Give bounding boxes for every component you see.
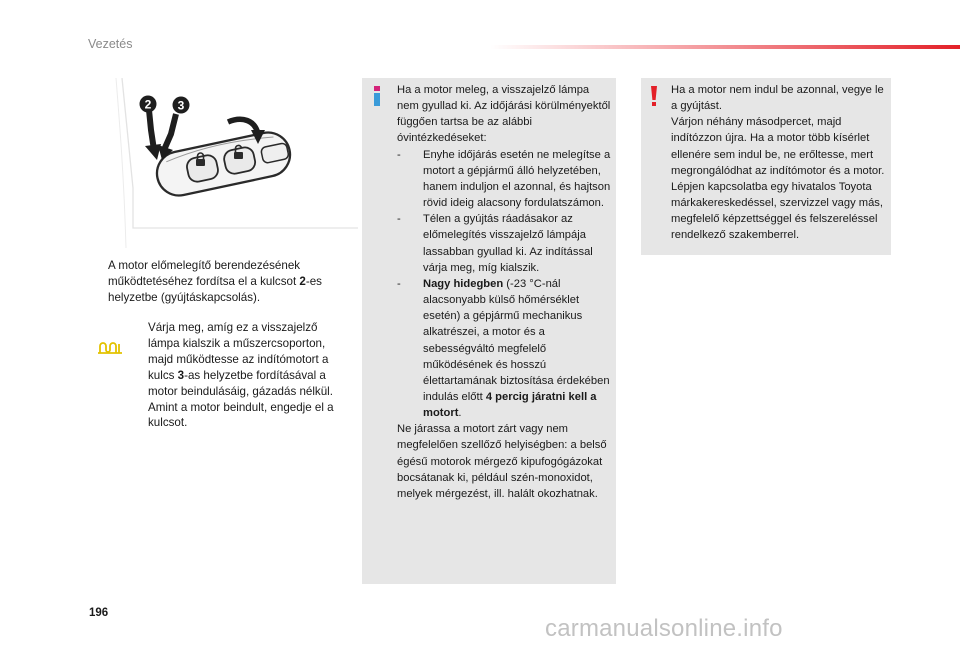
info-item-text: Enyhe időjárás esetén ne melegítse a motort a gépjármű álló helyzetében, hanem induljon el azonnal, és hajtson rövid ideig alacsony fordulatszámon. [423,148,611,210]
key-ignition-illustration [108,78,358,248]
info-item-text: Télen a gyújtás ráadásakor az előmelegítés visszajelző lámpája lassabban gyullad ki. Az indítással várja meg, míg kialszik. [423,213,593,274]
info-item-text: . [458,407,462,420]
page-number: 196 [89,607,109,619]
key-position-2: 2 [299,274,306,288]
dash-marker: - [397,148,401,161]
warning-icon [649,85,659,107]
bullet-text-part: -es helyzetbe (gyújtáskapcsolás). [108,274,322,304]
info-outro: Ne járassa a motort zárt vagy nem megfelelően szellőző helyiségben: a belső égésű motorok mérgező kipufogógázokat bocsátanak ki, például szén-monoxidot, melyek mérgezést, ill. halált okozhatnak. [397,423,607,500]
callout-2-label: 2 [144,97,152,112]
header-accent-bar [490,45,960,49]
info-panel-text [397,82,611,502]
key-position-3: 3 [177,368,185,382]
info-item-bold: Nagy hidegben [423,277,504,290]
warning-panel-text: Ha a motor nem indul be azonnal, vegye le a gyújtást. Várjon néhány másodpercet, majd indítózzon újra. Ha a motor több kísérlet ellenére sem indul be, ne erőltesse, mert megrongálódhat az indítómotor és a motor. Lépjen kapcsolatba egy hivatalos Toyota márkakereskedéssel, szervizzel vagy más, megfelelő képzettséggel és felszereléssel rendelkező szakemberrel. [671,84,885,242]
info-icon [371,85,383,107]
watermark: carmanualsonline.info [545,615,783,642]
bullet-text-part: A motor előmelegítő berendezésének működtetéséhez fordítsa el a kulcsot [108,259,301,288]
info-item-1 [397,147,611,212]
info-item-2 [397,211,611,276]
info-intro: Ha a motor meleg, a visszajelző lámpa nem gyullad ki. Az időjárási körülményektől függően tartsa be az alábbi óvintézkedéseket: [397,84,611,145]
callout-3-label: 3 [177,98,185,113]
bullet-text-part: Várja meg, amíg ez a visszajelző lámpa kialszik a műszercsoporton, majd működtesse az indítómotort a kulcs [148,321,329,382]
info-item-3 [397,276,611,421]
dash-marker: - [397,277,401,290]
instruction-bullet-1 [89,258,349,306]
preheat-glow-plug-icon [96,338,124,356]
info-item-text: (-23 °C-nál alacsonyabb külső hőmérséklet esetén) a gépjármű mechanikus alkatrészei, a motor és a sebességváltó megfelelő működésének és hosszú élettartamának biztosítása érdekében indulás előtt [423,277,610,403]
section-title: Vezetés [88,37,133,51]
dash-marker: - [397,213,401,226]
instruction-bullet-2 [129,320,351,431]
bullet-text-part: -as helyzetbe fordításával a motor beindulásáig, gázadás nélkül. Amint a motor beindult, engedje el a kulcsot. [148,368,334,430]
info-item-bold: 4 percig járatni kell a motort [423,390,597,420]
